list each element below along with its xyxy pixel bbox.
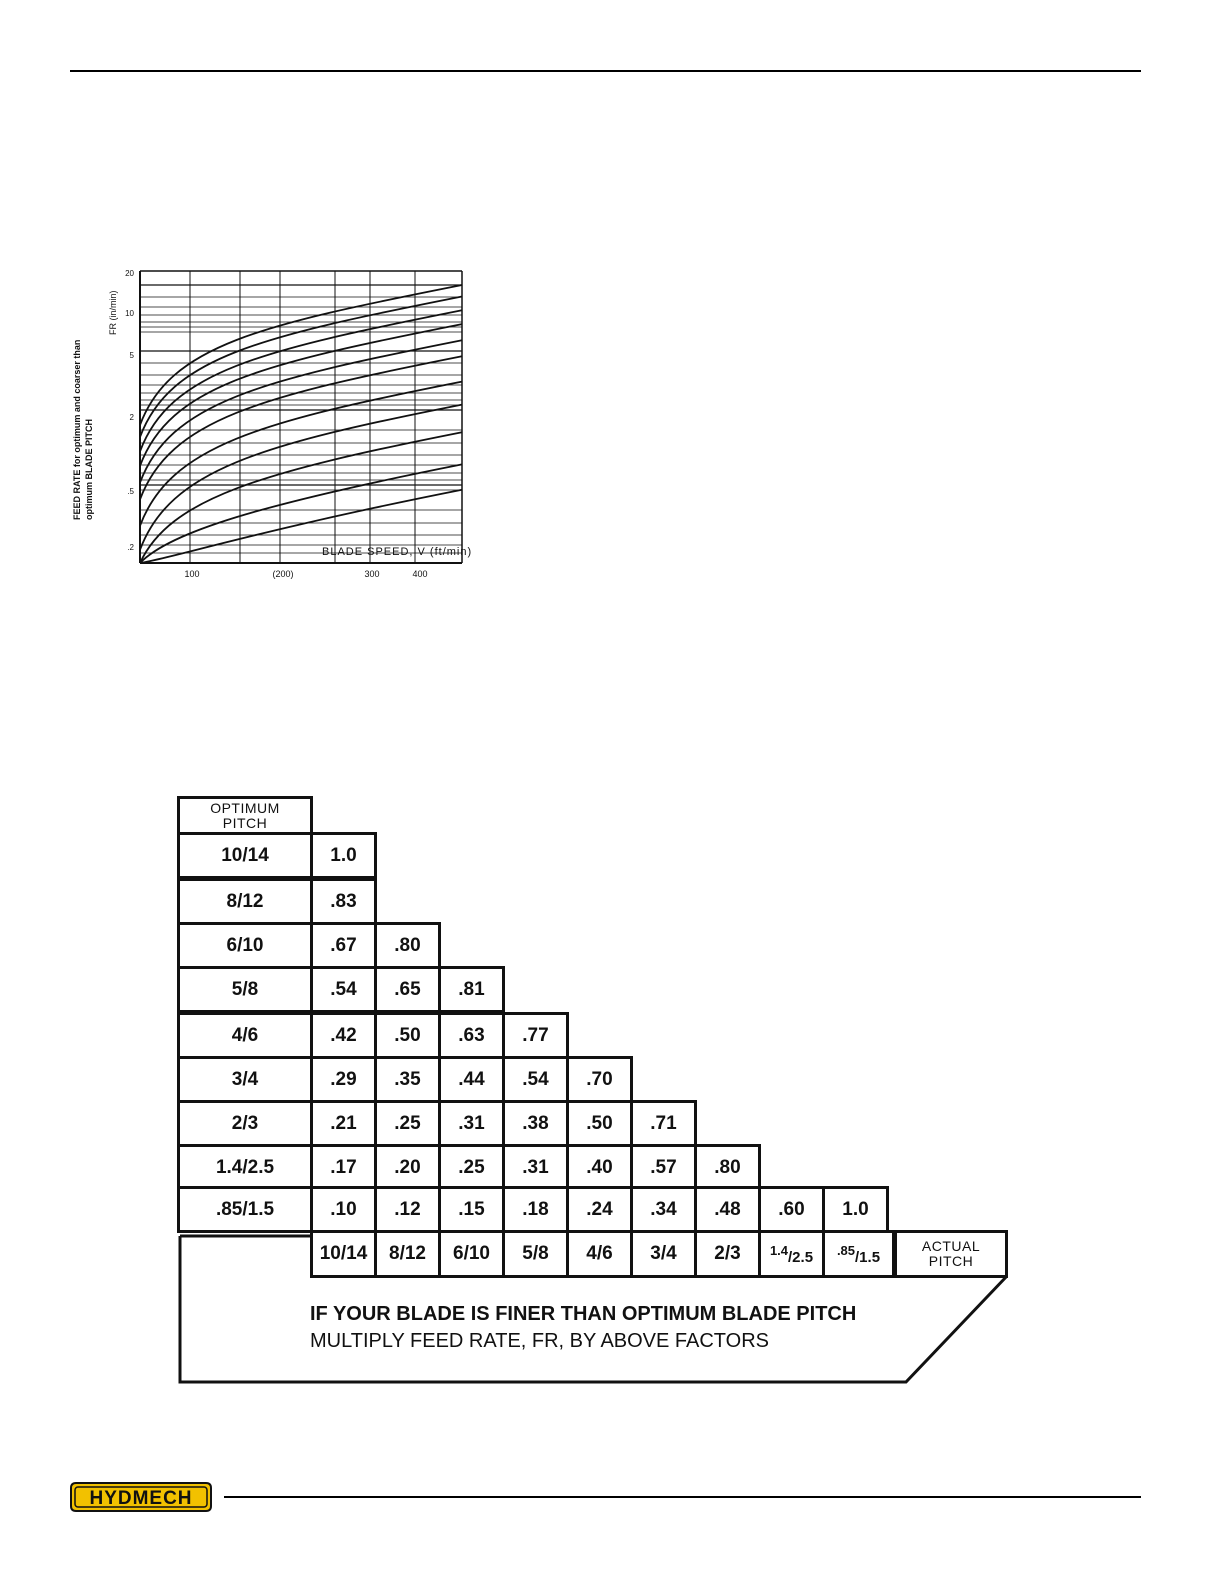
- x-tick-3: 400: [412, 569, 428, 579]
- optimum-pitch-2: 6/10: [177, 922, 313, 969]
- actual-pitch-fraction: $^{1.4}$/2.5: [769, 1242, 814, 1266]
- actual-pitch-6: 2/3: [694, 1230, 761, 1278]
- x-tick-2: 300: [364, 569, 380, 579]
- actual-pitch-4: 4/6: [566, 1230, 633, 1278]
- factor-cell: .29: [310, 1056, 377, 1103]
- factor-cell: .63: [438, 1012, 505, 1059]
- y-axis-label-line1: FEED RATE for optimum and coarser than: [72, 339, 82, 520]
- factor-cell: .48: [694, 1186, 761, 1233]
- actual-pitch-label: [894, 1230, 1008, 1278]
- factor-cell: .42: [310, 1012, 377, 1059]
- actual-pitch-5: 3/4: [630, 1230, 697, 1278]
- optimum-pitch-header: [177, 796, 313, 835]
- y-axis-label-line2: optimum BLADE PITCH: [84, 419, 94, 520]
- factor-cell: .83: [310, 878, 377, 925]
- factor-cell: .81: [438, 966, 505, 1013]
- optimum-pitch-3: 5/8: [177, 966, 313, 1013]
- optimum-pitch-header-header_line2: PITCH: [222, 814, 268, 831]
- factor-cell: .31: [438, 1100, 505, 1147]
- factor-cell: .20: [374, 1144, 441, 1191]
- actual-pitch-1: 8/12: [374, 1230, 441, 1278]
- factor-cell: .67: [310, 922, 377, 969]
- factor-cell: .25: [438, 1144, 505, 1191]
- factor-cell: .24: [566, 1186, 633, 1233]
- y-tick-1: 10: [125, 309, 134, 318]
- optimum-pitch-header-header_line1: OPTIMUM: [210, 799, 280, 816]
- factor-cell: .80: [374, 922, 441, 969]
- optimum-pitch-6: 2/3: [177, 1100, 313, 1147]
- factor-cell: .50: [374, 1012, 441, 1059]
- actual-pitch-8: [822, 1230, 895, 1278]
- x-tick-0: 100: [184, 569, 200, 579]
- optimum-pitch-0: 10/14: [177, 832, 313, 879]
- actual-pitch-0: 10/14: [310, 1230, 377, 1278]
- y-tick-5: .2: [127, 543, 134, 552]
- x-axis-label: BLADE SPEED, V (ft/min): [322, 546, 473, 558]
- factor-cell: .70: [566, 1056, 633, 1103]
- factor-cell: .18: [502, 1186, 569, 1233]
- factor-cell: .25: [374, 1100, 441, 1147]
- factor-cell: .34: [630, 1186, 697, 1233]
- y-tick-3: 2: [129, 413, 134, 422]
- note-line2: MULTIPLY FEED RATE, FR, BY ABOVE FACTORS: [310, 1330, 770, 1352]
- footer-rule: [224, 1496, 1141, 1498]
- factor-cell: .60: [758, 1186, 825, 1233]
- actual-pitch-3: 5/8: [502, 1230, 569, 1278]
- factor-cell: .40: [566, 1144, 633, 1191]
- y-tick-0: 20: [125, 269, 134, 278]
- y-tick-2: 5: [129, 351, 134, 360]
- actual-pitch-2: 6/10: [438, 1230, 505, 1278]
- factor-cell: 1.0: [822, 1186, 889, 1233]
- factor-cell: .15: [438, 1186, 505, 1233]
- x-tick-1: (200): [272, 569, 294, 579]
- optimum-pitch-8: .85/1.5: [177, 1186, 313, 1233]
- actual-pitch-fraction: $^{.85}$/1.5: [836, 1242, 881, 1266]
- factor-cell: .71: [630, 1100, 697, 1147]
- factor-cell: .65: [374, 966, 441, 1013]
- optimum-pitch-5: 3/4: [177, 1056, 313, 1103]
- y-tick-4: .5: [127, 487, 134, 496]
- factor-cell: .35: [374, 1056, 441, 1103]
- factor-cell: .44: [438, 1056, 505, 1103]
- factor-cell: .38: [502, 1100, 569, 1147]
- note-line1: IF YOUR BLADE IS FINER THAN OPTIMUM BLADE PITCH: [310, 1303, 857, 1325]
- hydmech-logo: [70, 1482, 212, 1512]
- factor-cell: .50: [566, 1100, 633, 1147]
- factor-cell: .77: [502, 1012, 569, 1059]
- factor-cell: 1.0: [310, 832, 377, 879]
- y-axis-label-line3: FR (in/min): [108, 290, 118, 335]
- optimum-pitch-7: 1.4/2.5: [177, 1144, 313, 1191]
- factor-cell: .80: [694, 1144, 761, 1191]
- factor-cell: .17: [310, 1144, 377, 1191]
- factor-cell: .31: [502, 1144, 569, 1191]
- factor-cell: .10: [310, 1186, 377, 1233]
- actual-pitch-7: [758, 1230, 825, 1278]
- actual-pitch-label-actual_label_line1: ACTUAL: [921, 1238, 981, 1254]
- optimum-pitch-1: 8/12: [177, 878, 313, 925]
- logo-text: HYDMECH: [89, 1488, 193, 1509]
- optimum-pitch-4: 4/6: [177, 1012, 313, 1059]
- factor-cell: .21: [310, 1100, 377, 1147]
- factor-cell: .12: [374, 1186, 441, 1233]
- factor-cell: .54: [502, 1056, 569, 1103]
- factor-cell: .57: [630, 1144, 697, 1191]
- factor-cell: .54: [310, 966, 377, 1013]
- actual-pitch-label-actual_label_line2: PITCH: [928, 1253, 974, 1269]
